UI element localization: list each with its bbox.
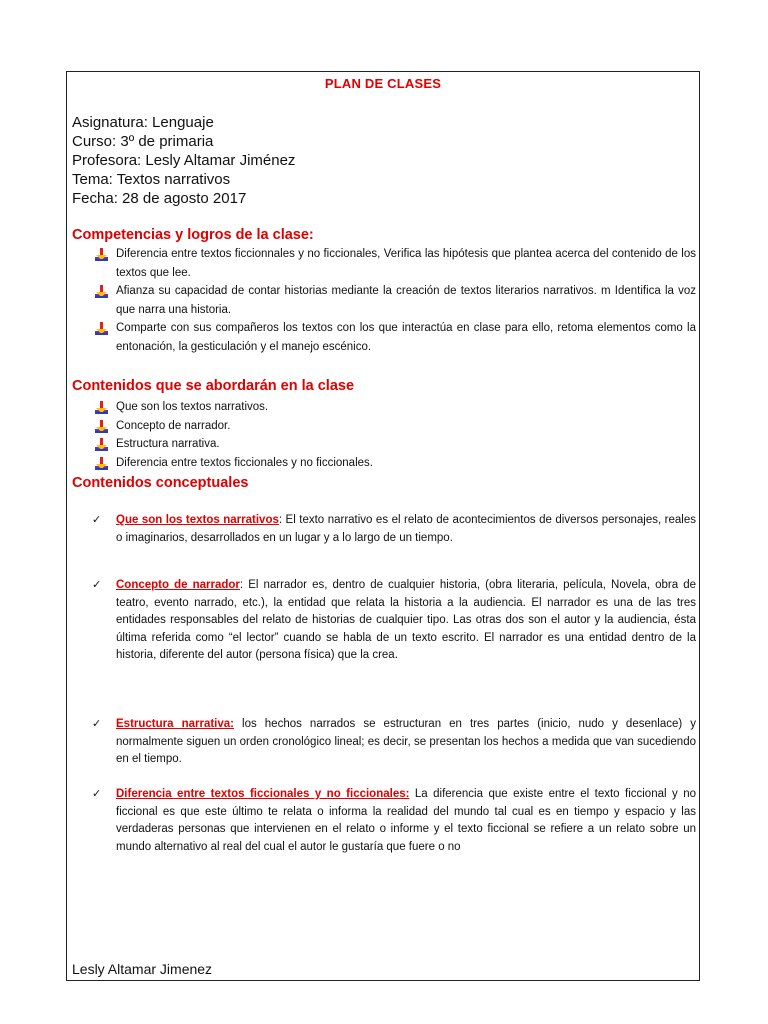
list-item-text: Que son los textos narrativos. xyxy=(116,401,269,413)
list-item xyxy=(92,454,696,473)
colored-arrow-bullet-icon xyxy=(94,438,109,451)
list-item xyxy=(92,417,696,436)
competencias-heading: Competencias y logros de la clase: xyxy=(72,227,314,243)
contenidos-list xyxy=(92,398,696,472)
list-item xyxy=(92,512,696,547)
contenidos-heading: Contenidos que se abordarán en la clase xyxy=(72,378,355,394)
info-label: Tema: xyxy=(72,171,113,188)
colored-arrow-bullet-icon xyxy=(94,322,109,335)
list-item-text: Estructura narrativa. xyxy=(116,438,220,450)
page-title: PLAN DE CLASES xyxy=(324,76,442,91)
concept-text: : El texto narrativo es el relato de acontecimientos de diversos personajes, reales o imaginarios, desarrollados en un lugar y a lo largo de un tiempo. xyxy=(116,514,696,544)
info-grade xyxy=(72,132,295,151)
list-item-text: Afianza su capacidad de contar historias mediante la creación de textos literarios narrativos. m Identifica la voz que narra una historia. xyxy=(116,285,696,316)
info-block xyxy=(72,113,295,208)
concept-text: La diferencia que existe entre el texto ficcional y no ficcional es que este último te relata o informa la realidad del mundo tal cual es en tiempo y espacio y las verdaderas personas que intervienen en el relato o informe y el texto ficcional se refiere a un relato sobre un mundo alternativo al real del cual el autor le gustaría que fuere o no xyxy=(116,788,696,853)
list-item xyxy=(92,786,696,856)
info-date xyxy=(72,189,295,208)
colored-arrow-bullet-icon xyxy=(94,420,109,433)
concept-label: Concepto de narrador xyxy=(116,579,240,591)
info-topic xyxy=(72,170,295,189)
info-label: Asignatura: xyxy=(72,114,148,131)
colored-arrow-bullet-icon xyxy=(94,457,109,470)
info-value: Textos narrativos xyxy=(112,171,231,188)
colored-arrow-bullet-icon xyxy=(94,285,109,298)
colored-arrow-bullet-icon xyxy=(94,248,109,261)
info-value: Lenguaje xyxy=(147,114,214,131)
check-mark-icon: ✓ xyxy=(92,718,102,730)
list-item xyxy=(92,716,696,769)
list-item xyxy=(92,398,696,417)
info-value: Lesly Altamar Jiménez xyxy=(141,152,296,169)
list-item xyxy=(92,282,696,319)
list-item-text: Diferencia entre textos ficcionales y no ficcionales. xyxy=(116,456,373,469)
info-subject xyxy=(72,113,295,132)
competencias-list xyxy=(92,245,696,356)
signature: Lesly Altamar Jimenez xyxy=(72,961,213,977)
concept-text: : El narrador es, dentro de cualquier historia, (obra literaria, película, Novela, obra de teatro, evento narrado, etc.), la entidad que relata la historia a la audiencia. El narrador es una de las tres entidades responsables del relato de historias de cualquier tipo. Las otras dos son el autor y la audiencia, ésta última referida como “el lector” cuando se habla de un texto escrito. El narrador es una entidad dentro de la historia, diferente del autor (persona física) que la crea. xyxy=(116,579,696,661)
info-teacher xyxy=(72,151,295,170)
check-mark-icon: ✓ xyxy=(92,514,102,526)
concept-label: Que son los textos narrativos xyxy=(116,514,279,526)
info-label: Curso: xyxy=(72,133,117,150)
info-label: Profesora: xyxy=(72,152,142,169)
concept-text: los hechos narrados se estructuran en tres partes (inicio, nudo y desenlace) y normalmente siguen un orden cronológico lineal; es decir, se presentan los hechos a medida que van sucediendo en el tiempo. xyxy=(116,718,696,765)
colored-arrow-bullet-icon xyxy=(94,401,109,414)
info-value: 3º de primaria xyxy=(116,133,214,150)
list-item-text: Diferencia entre textos ficcionnales y no ficcionales, Verifica las hipótesis que plantea acerca del contenido de los textos que lee. xyxy=(116,248,696,279)
list-item-text: Concepto de narrador. xyxy=(116,419,231,432)
list-item xyxy=(92,435,696,454)
concept-label: Estructura narrativa: xyxy=(116,718,234,730)
list-item xyxy=(92,319,696,356)
info-label: Fecha: xyxy=(72,190,118,207)
check-mark-icon: ✓ xyxy=(92,579,102,591)
list-item xyxy=(92,245,696,282)
list-item-text: Comparte con sus compañeros los textos con los que interactúa en clase para ello, retoma elementos como la entonación, la gesticulación y el manejo escénico. xyxy=(116,322,696,353)
conceptuales-heading: Contenidos conceptuales xyxy=(72,475,249,491)
concept-label: Diferencia entre textos ficcionales y no ficcionales: xyxy=(116,788,410,800)
list-item xyxy=(92,577,696,665)
check-mark-icon: ✓ xyxy=(92,788,102,800)
info-value: 28 de agosto 2017 xyxy=(117,190,247,207)
